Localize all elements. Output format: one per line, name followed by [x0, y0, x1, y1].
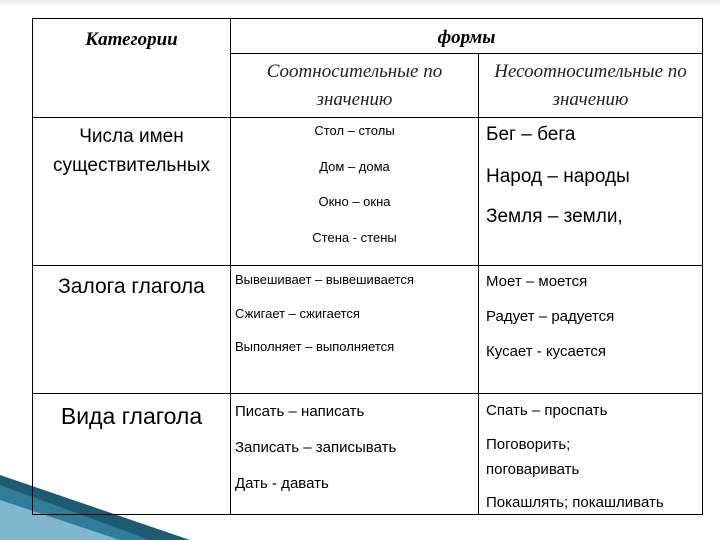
header-noncorrelative-cell [479, 54, 703, 118]
list-item: Окно – окна [318, 194, 391, 209]
grammar-categories-table [32, 18, 703, 515]
category-title: Категории [85, 29, 178, 50]
list-item: Выполняет – выполняется [235, 339, 395, 354]
row-voice-correlative [231, 266, 479, 394]
category-label: Вида глагола [60, 403, 203, 429]
list-item: Дом – дома [319, 159, 390, 174]
header-category-cell [33, 19, 231, 118]
row-voice-noncorrelative [479, 266, 703, 394]
list-item: Вывешивает – вывешивается [235, 272, 414, 287]
row-aspect-category [33, 394, 231, 515]
correlative-label: Соотносительные по значению [266, 61, 443, 110]
list-item: Дать - давать [235, 475, 329, 492]
list-item: Народ – народы [486, 166, 630, 187]
category-label: Залога глагола [58, 275, 205, 298]
header-correlative-cell [231, 54, 479, 118]
top-shadow [0, 0, 720, 6]
row-nouns-correlative [231, 118, 479, 266]
list-item: Земля – земли, [486, 206, 623, 227]
list-item: Записать – записывать [235, 439, 397, 456]
list-item: Радует – радуется [486, 308, 615, 325]
list-item: Спать – проспать [486, 402, 608, 419]
list-item: поговаривать [486, 461, 580, 478]
row-aspect-correlative [231, 394, 479, 515]
forms-title: формы [437, 27, 496, 48]
list-item: Кусает - кусается [486, 343, 607, 360]
header-forms-cell [231, 19, 703, 54]
list-item: Бег – бега [486, 124, 576, 145]
row-aspect-noncorrelative [479, 394, 703, 515]
list-item: Стол – столы [314, 123, 395, 138]
category-label: Числа имен существительных [53, 126, 210, 176]
list-item: Поговорить; [486, 436, 571, 453]
row-nouns-category [33, 118, 231, 266]
list-item: Покашлять; покашливать [486, 494, 664, 511]
list-item: Стена - стены [312, 230, 397, 245]
noncorrelative-label: Несоотносительные по значению [494, 61, 687, 110]
list-item: Сжигает – сжигается [235, 306, 360, 321]
list-item: Писать – написать [235, 403, 365, 420]
row-voice-category [33, 266, 231, 394]
row-nouns-noncorrelative [479, 118, 703, 266]
list-item: Моет – моется [486, 273, 588, 290]
